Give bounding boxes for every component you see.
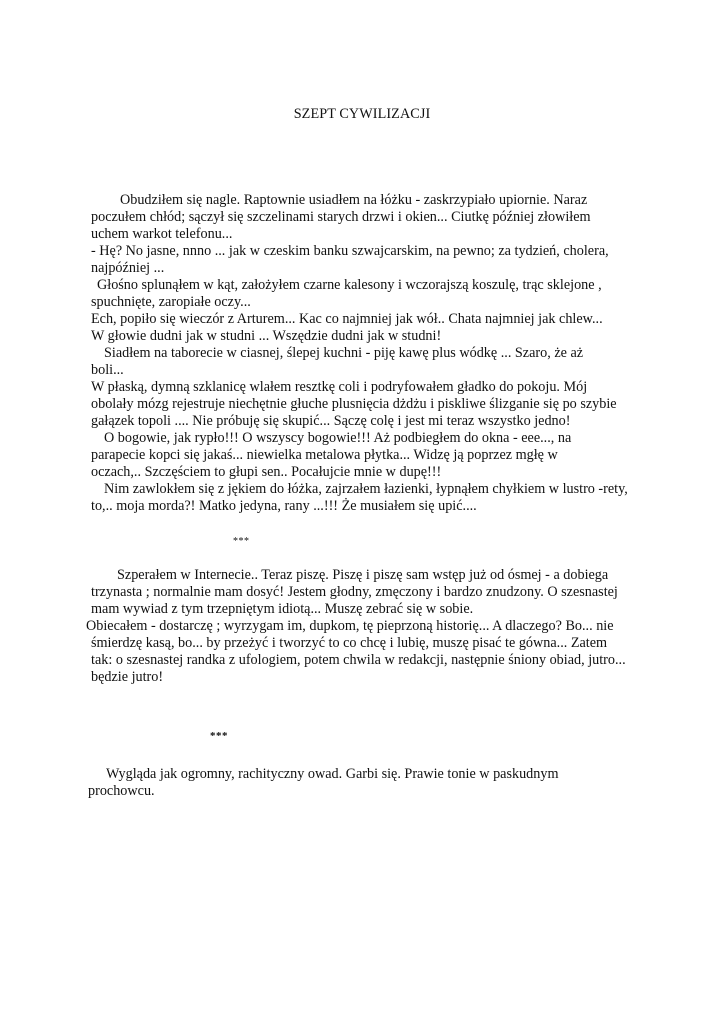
text-line: to,.. moja morda?! Matko jedyna, rany ...!!! Że musiałem się upić....: [91, 498, 477, 514]
text-line: będzie jutro!: [91, 669, 164, 685]
text-line: najpóźniej ...: [91, 260, 165, 276]
text-line: Ech, popiło się wieczór z Arturem... Kac co najmniej jak wół.. Chata najmniej jak chlew...: [91, 311, 603, 327]
text-line: spuchnięte, zaropiałe oczy...: [91, 294, 251, 310]
text-line: Siadłem na taborecie w ciasnej, ślepej kuchni - piję kawę plus wódkę ... Szaro, że aż: [104, 345, 584, 361]
text-line: parapecie kopci się jakaś... niewielka metalowa płytka... Widzę ją poprzez mgłę w: [91, 447, 558, 463]
text-line: śmierdzę kasą, bo... by przeżyć i tworzyć to co chcę i lubię, muszę pisać te gówna... Zatem: [91, 635, 608, 651]
text-line: mam wywiad z tym trzepniętym idiotą... Muszę zebrać się w sobie.: [91, 601, 474, 617]
text-line: poczułem chłód; sączył się szczelinami starych drzwi i okien... Ciutkę później złowiłem: [91, 209, 591, 225]
text-line: W płaską, dymną szklanicę wlałem resztkę coli i podryfowałem gładko do pokoju. Mój: [91, 379, 588, 395]
text-line: oczach,.. Szczęściem to głupi sen.. Pocałujcie mnie w dupę!!!: [91, 464, 442, 480]
section-separator: ***: [233, 536, 250, 547]
section-separator: ***: [210, 730, 228, 742]
text-line: W głowie dudni jak w studni ... Wszędzie dudni jak w studni!: [91, 328, 442, 344]
text-line: tak: o szesnastej randka z ufologiem, potem chwila w redakcji, następnie śniony obiad, jutro...: [91, 652, 626, 668]
text-line: trzynasta ; normalnie mam dosyć! Jestem głodny, zmęczony i bardzo znudzony. O szesnastej: [91, 584, 618, 600]
text-line: Głośno splunąłem w kąt, założyłem czarne kalesony i wczorajszą koszulę, trąc sklejone ,: [97, 277, 602, 293]
text-line: Wygląda jak ogromny, rachityczny owad. Garbi się. Prawie tonie w paskudnym: [106, 766, 559, 782]
text-line: Obiecałem - dostarczę ; wyrzygam im, dupkom, tę pieprzoną historię... A dlaczego? Bo... nie: [86, 618, 614, 634]
text-line: Obudziłem się nagle. Raptownie usiadłem na łóżku - zaskrzypiało upiornie. Naraz: [120, 192, 588, 208]
text-line: Nim zawlokłem się z jękiem do łóżka, zajrzałem łazienki, łypnąłem chyłkiem w lustro -rety,: [104, 481, 628, 497]
text-line: - Hę? No jasne, nnno ... jak w czeskim banku szwajcarskim, na pewno; za tydzień, cholera,: [91, 243, 609, 259]
text-line: uchem warkot telefonu...: [91, 226, 233, 242]
text-line: obolały mózg rejestruje niechętnie głuche plusnięcia dżdżu i piskliwe ślizganie się po szybie: [91, 396, 617, 412]
text-line: gałązek topoli .... Nie próbuję się skupić... Sączę colę i jest mi teraz wszystko jedno!: [91, 413, 571, 429]
text-line: prochowcu.: [88, 783, 155, 799]
text-line: Szperałem w Internecie.. Teraz piszę. Piszę i piszę sam wstęp już od ósmej - a dobiega: [117, 567, 609, 583]
text-line: O bogowie, jak rypło!!! O wszyscy bogowie!!! Aż podbiegłem do okna - eee..., na: [104, 430, 572, 446]
text-line: boli...: [91, 362, 124, 378]
document-title: SZEPT CYWILIZACJI: [293, 106, 431, 122]
